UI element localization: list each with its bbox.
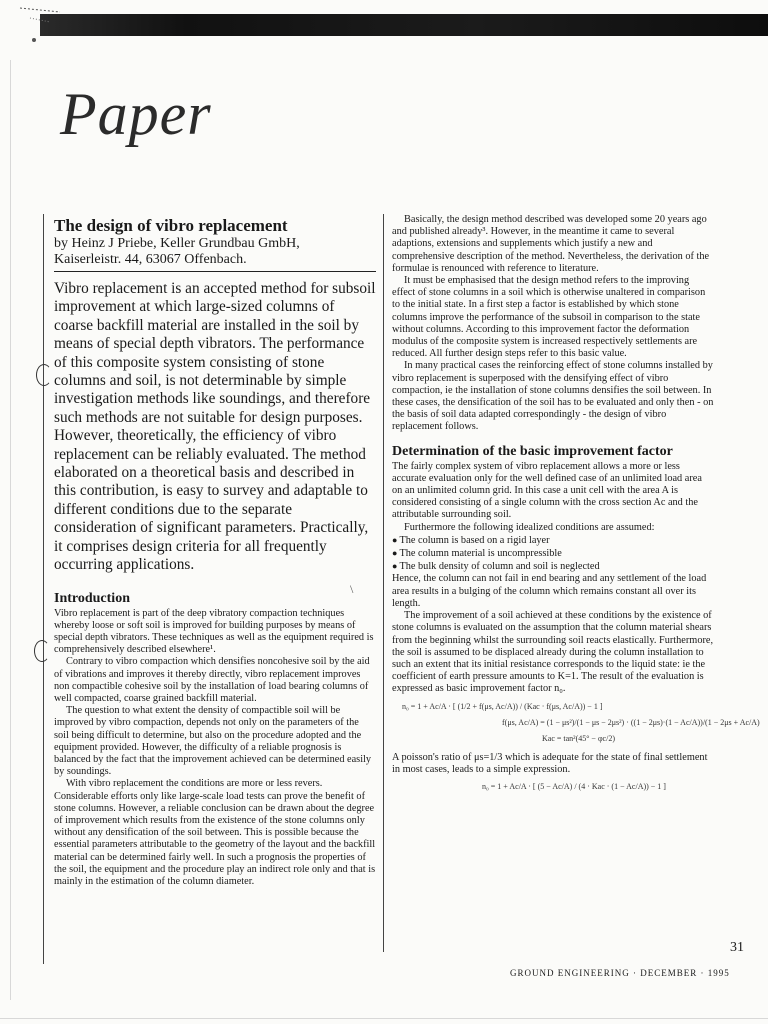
lead-paragraph: Vibro replacement is an accepted method for subsoil improvement at which large-sized columns of coarse backfill material are installed in the soil by means of special depth vibrators. The performance of this composite system consisting of stone columns and soil, is not determinable by simple investigation methods like soundings, and therefore such methods are not suitable for design purposes. However, theoretically, the efficiency of vibro replacement can be reliably evaluated. The method elaborated on a theoretical basis and described in this contribution, is easy to survey and adaptable to different conditions due to the separate consideration of significant parameters. Practically, it comprises design criteria for all frequently occurring applications. <box>54 280 376 574</box>
determination-paragraph-5: A poisson's ratio of μs=1/3 which is adequate for the state of final settlement in most cases, leads to a simple expression. <box>392 751 708 775</box>
intro-paragraph-4: With vibro replacement the conditions are more or less revers. Considerable efforts only like large-scale load tests can prove the benefit of stone columns. However, a reliable conclusion can be drawn about the degree of improvement which results from the existence of the stone columns only without any densification of the soil between. This is possible because the essential parameters attributable to the geometry of the layout and the backfill material can be determined fairly well. In such a prognosis the properties of the soil, the equipment and the procedure play an indirect role only and that is mainly in the estimation of the column diameter. <box>54 778 376 887</box>
formula-kac: Kac = tan²(45° − φc/2) <box>542 733 615 743</box>
byline-address: Kaiserleistr. 44, 63067 Offenbach. <box>54 252 247 267</box>
formula-f-function: f(μs, Ac/A) = (1 − μs²)/(1 − μs − 2μs²) · ((1 − 2μs)·(1 − Ac/A))/(1 − 2μs + Ac/A) <box>502 717 760 727</box>
determination-paragraph-3: Hence, the column can not fail in end bearing and any settlement of the load area results in a bulging of the column which remains constant all over its length. <box>392 573 707 609</box>
determination-paragraph-1: The fairly complex system of vibro replacement allows a more or less accurate evaluation only for the well defined case of an unlimited load area on an unlimited column grid. In this case a unit cell with the area A is considered consisting of a single column with the cross section Ac and the attributable surrounding soil. <box>392 460 702 521</box>
journal-footer: GROUND ENGINEERING · DECEMBER · 1995 <box>510 968 730 978</box>
right-paragraph-1: Basically, the design method described was developed some 20 years ago and published already³. However, in the meantime it came to several adaptions, extensions and supplements which justify a new and comprehensive description of the method. Nevertheless, the derivation of the formulae is renounced with reference to literature. <box>392 214 710 274</box>
punch-hole-2 <box>34 640 50 662</box>
formula-improvement-factor: n₀ = 1 + Ac/A · [ (1/2 + f(μs, Ac/A)) / (Kac · f(μs, Ac/A)) − 1 ] <box>402 701 603 711</box>
header-band <box>40 14 768 36</box>
left-column-rule <box>43 214 44 964</box>
byline-author: by Heinz J Priebe, Keller Grundbau GmbH, <box>54 236 300 251</box>
right-paragraph-2: It must be emphasised that the design method refers to the improving effect of stone columns in a soil which is otherwise unaltered in comparison to the initial state. In a first step a factor is established by which stone columns improve the performance of the subsoil in comparison to the state without columns. According to this improvement factor the deformation modulus of the composite system is increased respectively settlements are reduced. All further design steps refer to this basic value. <box>392 275 706 360</box>
column-divider <box>383 214 384 952</box>
determination-heading: Determination of the basic improvement factor <box>392 443 673 459</box>
determination-paragraph-2: Furthermore the following idealized conditions are assumed: <box>404 521 655 533</box>
list-item: ● The column is based on a rigid layer <box>392 534 714 547</box>
left-column <box>54 216 376 888</box>
scan-bottom-line <box>0 1018 768 1019</box>
scan-mark: \ <box>350 582 354 596</box>
section-label: Paper <box>60 81 212 147</box>
list-item: ● The bulk density of column and soil is neglected <box>392 560 714 573</box>
intro-heading: Introduction <box>54 590 130 606</box>
intro-paragraph-2: Contrary to vibro compaction which densifies noncohesive soil by the aid of vibrations and improves it thereby directly, vibro replacement improves non compactible cohesive soil by the installation of load bearing columns of well compacted, coarse grained backfill material. <box>54 656 370 704</box>
scan-noise <box>0 0 90 50</box>
title-rule <box>54 271 376 272</box>
determination-paragraph-4: The improvement of a soil achieved at these conditions by the existence of stone columns is evaluated on the assumption that the column material shears from the beginning whilst the surrounding soil reacts elastically. Furthermore, the soil is assumed to be displaced already during the column installation to such an extent that its initial resistance corresponds to the liquid state: ie the coefficient of earth pressure amounts to K=1. The result of the evaluation is expressed as basic improvement factor n₀. <box>392 610 714 695</box>
intro-paragraph-3: The question to what extent the density of compactible soil will be improved by vibro compaction, depends not only on the parameters of the soil being difficult to determine, but also on the procedure adopted and the equipment provided. However, the difficulty of a reliable prognosis is balanced by the fact that the improvement achieved can be determined easily by soundings. <box>54 705 372 778</box>
assumption-list <box>392 534 714 574</box>
page-number: 31 <box>730 940 744 955</box>
punch-hole-1 <box>36 364 52 386</box>
right-paragraph-3: In many practical cases the reinforcing effect of stone columns installed by vibro replacement is superposed with the densifying effect of vibro compaction, ie the installation of stone columns densifies the soil between. In these cases, the densification of the soil has to be evaluated and only then - on the basis of soil data adapted correspondingly - the design of vibro replacement follows. <box>392 360 714 433</box>
list-item: ● The column material is uncompressible <box>392 547 714 560</box>
article-title: The design of vibro replacement <box>54 216 288 235</box>
right-column <box>392 214 760 798</box>
formula-simplified: n₀ = 1 + Ac/A · [ (5 − Ac/A) / (4 · Kac · (1 − Ac/A)) − 1 ] <box>482 781 666 791</box>
scan-margin-line <box>10 60 11 1000</box>
intro-paragraph-1: Vibro replacement is part of the deep vibratory compaction techniques whereby loose or soft soil is improved for building purposes by means of special depth vibrators. These techniques as well as the equipment required is comprehensively described elsewhere¹. <box>54 607 374 656</box>
